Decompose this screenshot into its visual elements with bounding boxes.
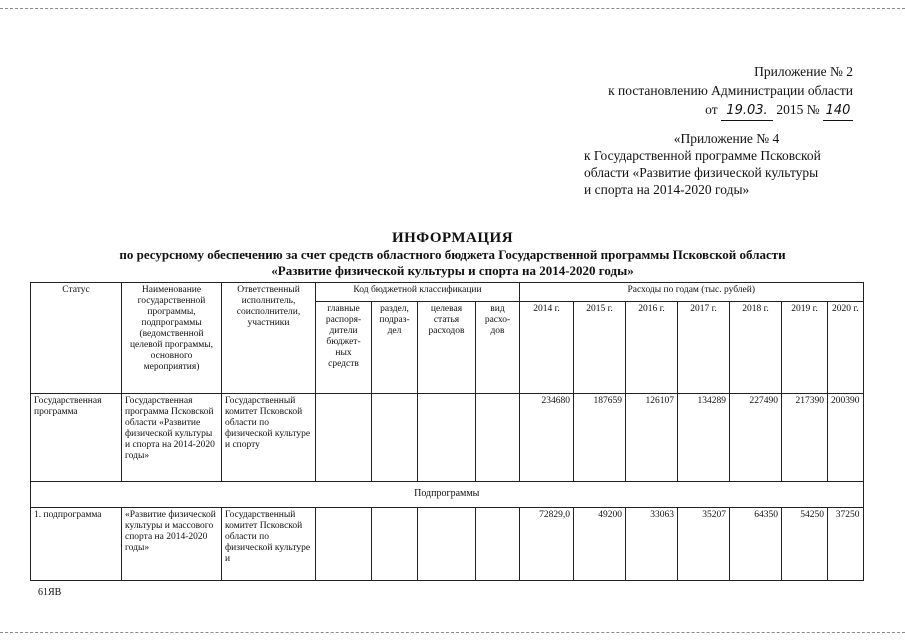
document-heading [0, 229, 905, 279]
appendix4-line4: и спорта на 2014-2020 годы» [584, 182, 750, 197]
row-value: 187659 [574, 394, 626, 482]
row-executor: Государственный комитет Псковской области по физической культуре и спорту [222, 394, 316, 482]
header-code-gr: главные распоря-дители бюджет-ных средств [316, 302, 372, 394]
header-year: 2017 г. [678, 302, 730, 394]
scan-edge-bottom [0, 632, 905, 633]
appendix4-block [584, 130, 869, 198]
row-name: «Развитие физической культуры и массового спорта на 2014-2020 годы» [122, 508, 222, 581]
header-code-target: целевая статья расходов [418, 302, 476, 394]
table-row [31, 508, 864, 581]
row-value: 35207 [678, 508, 730, 581]
header-executor: Ответственный исполнитель, соисполнители, участники [222, 283, 316, 394]
handwritten-date: 19.03. [721, 101, 773, 121]
table-row [31, 394, 864, 482]
row-value: 37250 [828, 508, 864, 581]
row-code-cell [476, 394, 520, 482]
header-code-type: вид расхо-дов [476, 302, 520, 394]
row-status: 1. подпрограмма [31, 508, 122, 581]
subprograms-label: Подпрограммы [31, 482, 864, 508]
header-year: 2019 г. [782, 302, 828, 394]
header-year: 2014 г. [520, 302, 574, 394]
row-value: 234680 [520, 394, 574, 482]
row-value: 54250 [782, 508, 828, 581]
row-code-cell [372, 394, 418, 482]
row-value: 126107 [626, 394, 678, 482]
header-budget-code: Код бюджетной классификации [316, 283, 520, 302]
row-code-cell [418, 394, 476, 482]
heading-line2: по ресурсному обеспечению за счет средств областного бюджета Государственной программы Псковской области [119, 247, 786, 262]
row-code-cell [372, 508, 418, 581]
row-code-cell [418, 508, 476, 581]
row-value: 64350 [730, 508, 782, 581]
header-year: 2016 г. [626, 302, 678, 394]
header-year: 2018 г. [730, 302, 782, 394]
resource-table [30, 282, 864, 581]
row-name: Государственная программа Псковской области «Развитие физической культуры и спорта на 2014-2020 годы» [122, 394, 222, 482]
row-value: 134289 [678, 394, 730, 482]
appendix-subtitle: к постановлению Администрации области [608, 83, 853, 98]
subprograms-row [31, 482, 864, 508]
row-code-cell [316, 508, 372, 581]
row-value: 200390 [828, 394, 864, 482]
date-year: 2015 № [776, 102, 820, 117]
heading-line3: «Развитие физической культуры и спорта на 2014-2020 годы» [271, 263, 634, 278]
footer-code: 61ЯВ [38, 587, 62, 598]
header-expenses: Расходы по годам (тыс. рублей) [520, 283, 864, 302]
row-code-cell [476, 508, 520, 581]
header-year: 2015 г. [574, 302, 626, 394]
header-name: Наименование государственной программы, подпрограммы (ведомственной целевой программы, основного мероприятия) [122, 283, 222, 394]
header-status: Статус [31, 283, 122, 394]
appendix4-title: «Приложение № 4 [673, 131, 780, 146]
appendix-header [608, 62, 853, 121]
row-status: Государственная программа [31, 394, 122, 482]
row-value: 49200 [574, 508, 626, 581]
row-value: 72829,0 [520, 508, 574, 581]
row-value: 227490 [730, 394, 782, 482]
scan-edge-top [0, 8, 905, 9]
row-value: 33063 [626, 508, 678, 581]
appendix4-line2: к Государственной программе Псковской [584, 148, 821, 163]
header-code-section: раздел, подраз-дел [372, 302, 418, 394]
appendix-date-line [608, 100, 853, 121]
header-year: 2020 г. [828, 302, 864, 394]
appendix4-line3: области «Развитие физической культуры [584, 165, 819, 180]
handwritten-number: 140 [823, 101, 853, 121]
appendix-title: Приложение № 2 [754, 64, 853, 79]
row-value: 217390 [782, 394, 828, 482]
row-executor: Государственный комитет Псковской области по физической культуре и [222, 508, 316, 581]
date-prefix: от [705, 102, 718, 117]
row-code-cell [316, 394, 372, 482]
heading-title: ИНФОРМАЦИЯ [391, 230, 514, 246]
